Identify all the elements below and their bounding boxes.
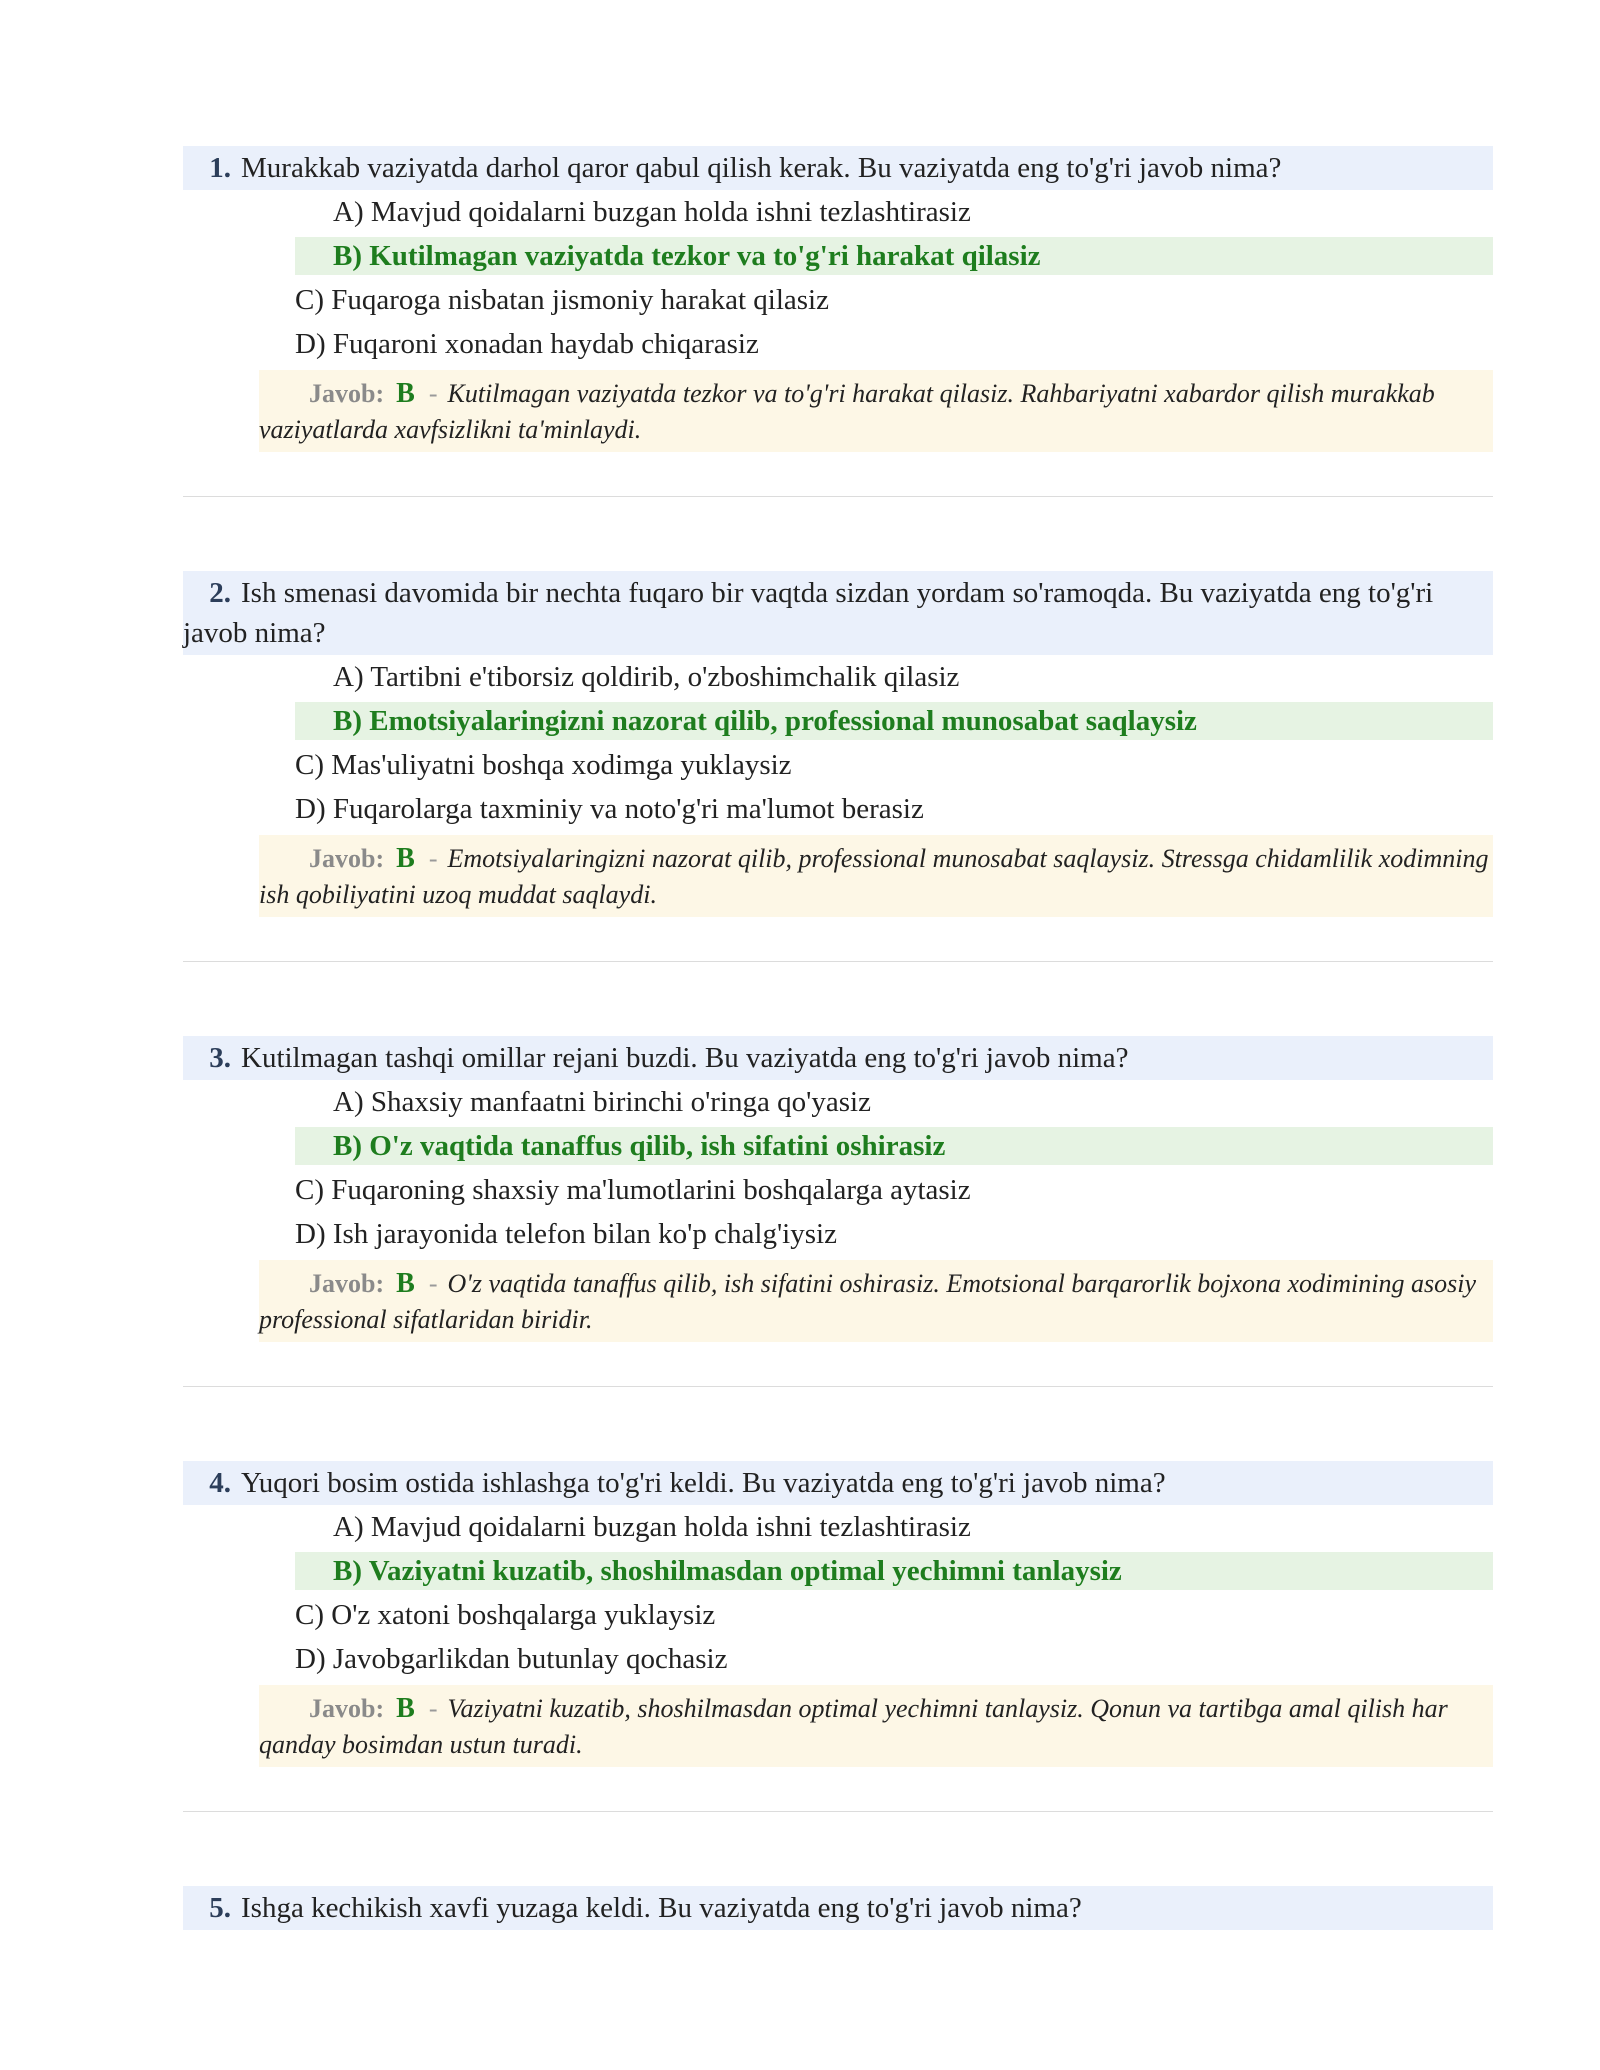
quiz-page — [183, 146, 1493, 1930]
option-b-correct: B) Vaziyatni kuzatib, shoshilmasdan optimal yechimni tanlaysiz — [295, 1552, 1493, 1590]
option-b-correct: B) Emotsiyalaringizni nazorat qilib, professional munosabat saqlaysiz — [295, 702, 1493, 740]
question-block — [183, 1036, 1493, 1387]
answer-letter: B — [396, 843, 415, 874]
question-text — [183, 146, 1493, 190]
answer-letter: B — [396, 1693, 415, 1724]
question-text — [183, 1461, 1493, 1505]
answer-box — [259, 370, 1493, 452]
answer-dash: - — [428, 1694, 438, 1723]
option-a: A) Mavjud qoidalarni buzgan holda ishni tezlashtirasiz — [333, 196, 971, 228]
question-number: 1. — [209, 152, 231, 184]
option-c: C) Mas'uliyatni boshqa xodimga yuklaysiz — [295, 749, 792, 781]
option-d: D) Fuqaroni xonadan haydab chiqarasiz — [295, 328, 759, 360]
divider — [183, 1811, 1493, 1812]
option-d: D) Javobgarlikdan butunlay qochasiz — [295, 1643, 728, 1675]
answer-label: Javob: — [309, 1269, 385, 1298]
answer-explanation: Emotsiyalaringizni nazorat qilib, professional munosabat saqlaysiz. Stressga chidamlilik xodimning ish qobiliyatini uzoq muddat saqlaydi. — [259, 844, 1489, 909]
answer-dash: - — [428, 844, 438, 873]
question-number: 2. — [209, 577, 231, 609]
question-prompt: Ishga kechikish xavfi yuzaga keldi. Bu vaziyatda eng to'g'ri javob nima? — [241, 1892, 1082, 1924]
option-b-correct: B) Kutilmagan vaziyatda tezkor va to'g'ri harakat qilasiz — [295, 237, 1493, 275]
answer-dash: - — [428, 1269, 438, 1298]
question-prompt: Kutilmagan tashqi omillar rejani buzdi. Bu vaziyatda eng to'g'ri javob nima? — [241, 1042, 1129, 1074]
question-number: 5. — [209, 1892, 231, 1924]
answer-label: Javob: — [309, 1694, 385, 1723]
options-list — [183, 1505, 1493, 1681]
answer-label: Javob: — [309, 844, 385, 873]
divider — [183, 1386, 1493, 1387]
question-text — [183, 1886, 1493, 1930]
option-c: C) Fuqaroning shaxsiy ma'lumotlarini boshqalarga aytasiz — [295, 1174, 971, 1206]
question-prompt: Murakkab vaziyatda darhol qaror qabul qilish kerak. Bu vaziyatda eng to'g'ri javob nima? — [241, 152, 1282, 184]
question-text — [183, 571, 1493, 655]
options-list — [183, 655, 1493, 831]
answer-explanation: Vaziyatni kuzatib, shoshilmasdan optimal yechimni tanlaysiz. Qonun va tartibga amal qilish har qanday bosimdan ustun turadi. — [259, 1694, 1448, 1759]
option-a: A) Tartibni e'tiborsiz qoldirib, o'zboshimchalik qilasiz — [333, 661, 960, 693]
divider — [183, 961, 1493, 962]
answer-letter: B — [396, 378, 415, 409]
option-c: C) Fuqaroga nisbatan jismoniy harakat qilasiz — [295, 284, 829, 316]
answer-letter: B — [396, 1268, 415, 1299]
option-d: D) Fuqarolarga taxminiy va noto'g'ri ma'lumot berasiz — [295, 793, 924, 825]
question-block — [183, 1886, 1493, 1930]
question-block — [183, 571, 1493, 962]
option-c: C) O'z xatoni boshqalarga yuklaysiz — [295, 1599, 716, 1631]
answer-explanation: O'z vaqtida tanaffus qilib, ish sifatini oshirasiz. Emotsional barqarorlik bojxona xodimining asosiy professional sifatlaridan biridir. — [259, 1269, 1476, 1334]
options-list — [183, 1080, 1493, 1256]
option-d: D) Ish jarayonida telefon bilan ko'p chalg'iysiz — [295, 1218, 837, 1250]
option-a: A) Mavjud qoidalarni buzgan holda ishni tezlashtirasiz — [333, 1511, 971, 1543]
question-number: 3. — [209, 1042, 231, 1074]
answer-explanation: Kutilmagan vaziyatda tezkor va to'g'ri harakat qilasiz. Rahbariyatni xabardor qilish murakkab vaziyatlarda xavfsizlikni ta'minlaydi. — [259, 379, 1435, 444]
answer-box — [259, 1685, 1493, 1767]
question-prompt: Ish smenasi davomida bir nechta fuqaro bir vaqtda sizdan yordam so'ramoqda. Bu vaziyatda eng to'g'ri javob nima? — [183, 577, 1434, 649]
answer-box — [259, 835, 1493, 917]
question-block — [183, 146, 1493, 497]
answer-box — [259, 1260, 1493, 1342]
answer-dash: - — [428, 379, 438, 408]
question-prompt: Yuqori bosim ostida ishlashga to'g'ri keldi. Bu vaziyatda eng to'g'ri javob nima? — [241, 1467, 1166, 1499]
options-list — [183, 190, 1493, 366]
option-a: A) Shaxsiy manfaatni birinchi o'ringa qo'yasiz — [333, 1086, 871, 1118]
question-block — [183, 1461, 1493, 1812]
divider — [183, 496, 1493, 497]
answer-label: Javob: — [309, 379, 385, 408]
question-text — [183, 1036, 1493, 1080]
option-b-correct: B) O'z vaqtida tanaffus qilib, ish sifatini oshirasiz — [295, 1127, 1493, 1165]
question-number: 4. — [209, 1467, 231, 1499]
